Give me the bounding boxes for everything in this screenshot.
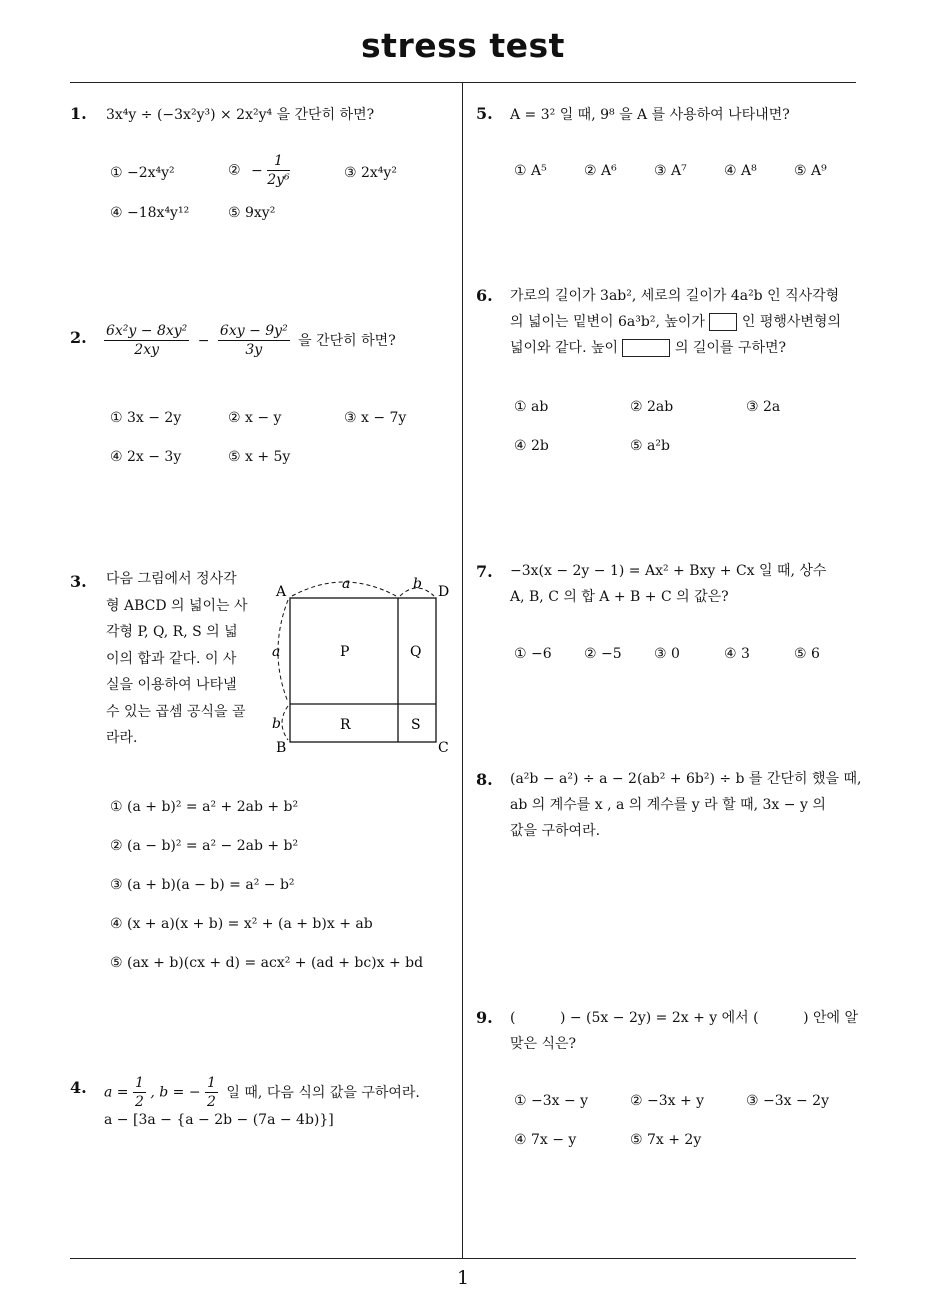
option-4[interactable]: ④ A⁸ [724, 163, 757, 179]
question-number: 3. [70, 572, 87, 591]
stem-line-2: 맞은 식은? [510, 1036, 577, 1052]
fraction-denominator: 2 [207, 1094, 216, 1110]
question-stem [106, 566, 248, 752]
option-2-mark: ② [228, 162, 241, 179]
region-q: Q [410, 644, 422, 660]
a-label: a = [104, 1084, 129, 1101]
b-label: , b = − [150, 1084, 201, 1101]
question-number: 1. [70, 104, 87, 123]
corner-label-d: D [438, 584, 450, 600]
question-stem [104, 322, 396, 359]
fraction-numerator: 1 [267, 152, 289, 171]
option-5[interactable]: ⑤ 9xy² [228, 205, 276, 221]
stem-line-3 [510, 335, 786, 361]
option-5[interactable]: ⑤ A⁹ [794, 163, 827, 179]
fraction-denominator: 2 [134, 1094, 144, 1110]
stem-line-2 [510, 309, 841, 335]
stem-line: 다음 그림에서 정사각 [106, 571, 237, 587]
square-diagram [262, 572, 462, 762]
stem-line-2: ab 의 계수를 x , a 의 계수를 y 라 할 때, 3x − y 의 [510, 797, 826, 813]
option-4[interactable]: ④ 3 [724, 646, 750, 662]
option-2[interactable]: ② −3x + y [630, 1093, 705, 1109]
brace-left-b [282, 706, 288, 740]
fraction-2 [218, 322, 290, 359]
option-1[interactable]: ① −3x − y [514, 1093, 589, 1109]
option-4[interactable]: ④ 2b [514, 438, 549, 454]
question-number: 6. [476, 286, 493, 305]
option-3[interactable]: ③ 0 [654, 646, 680, 662]
stem-line: 형 ABCD 의 넓이는 사 [106, 597, 248, 614]
stem-text: 의 길이를 구하면? [674, 340, 787, 356]
option-2-fraction [267, 152, 289, 189]
option-5[interactable]: ⑤ a²b [630, 438, 670, 454]
option-1[interactable]: ① −6 [514, 646, 552, 662]
stem-tail: 을 간단히 하면? [298, 332, 396, 349]
corner-label-c: C [438, 740, 449, 756]
option-5[interactable]: ⑤ 7x + 2y [630, 1132, 702, 1148]
side-label-left-b: b [272, 716, 281, 732]
stem-text: 인 평행사변형의 [741, 314, 841, 330]
question-number: 9. [476, 1008, 493, 1027]
stem-tail: 일 때, 다음 식의 값을 구하여라. [226, 1084, 420, 1101]
option-5[interactable]: ⑤ (ax + b)(cx + d) = acx² + (ad + bc)x + bd [110, 955, 424, 971]
option-5[interactable]: ⑤ 6 [794, 646, 820, 662]
blank-box [622, 339, 670, 357]
header-rule [70, 82, 856, 83]
option-3[interactable]: ③ 2a [746, 399, 781, 415]
corner-label-a: A [276, 584, 287, 600]
stem-line: 수 있는 곱셈 공식을 골 [106, 703, 246, 720]
question-stem [104, 1074, 420, 1111]
stem-line: 각형 P, Q, R, S 의 넓 [106, 624, 238, 640]
option-2[interactable]: ② (a − b)² = a² − 2ab + b² [110, 838, 299, 854]
question-number: 5. [476, 104, 493, 123]
option-3[interactable]: ③ −3x − 2y [746, 1093, 829, 1109]
question-number: 4. [70, 1078, 87, 1097]
option-2-sign: − [251, 162, 263, 179]
stem-line-1: (a²b − a²) ÷ a − 2(ab² + 6b²) ÷ b 를 간단히 했을 때, [510, 771, 862, 787]
stem-line-2: A, B, C 의 합 A + B + C 의 값은? [510, 589, 729, 605]
option-1[interactable]: ① ab [514, 399, 549, 415]
side-label-top-b: b [413, 576, 422, 592]
fraction-numerator: 6xy − 9y² [219, 323, 288, 339]
corner-label-b: B [276, 740, 287, 756]
stem-line: 실을 이용하여 나타낼 [106, 677, 237, 693]
region-p: P [340, 644, 350, 660]
question-stem: A = 3² 일 때, 9⁸ 을 A 를 사용하여 나타내면? [510, 107, 790, 123]
region-s: S [411, 717, 421, 733]
stem-line: 이의 합과 같다. 이 사 [106, 650, 237, 667]
fraction-numerator: 6x²y − 8xy² [106, 323, 188, 339]
option-2[interactable]: ② −5 [584, 646, 622, 662]
fraction-denominator: 3y [245, 342, 263, 358]
option-1[interactable]: ① A⁵ [514, 163, 547, 179]
fraction-denominator: 2xy [134, 342, 159, 358]
option-2[interactable]: ② A⁶ [584, 163, 617, 179]
side-label-left-a: a [272, 644, 281, 660]
b-fraction [205, 1074, 218, 1111]
option-1[interactable]: ① (a + b)² = a² + 2ab + b² [110, 799, 299, 815]
page-title: stress test [361, 26, 565, 65]
stem-line-1: ( ) − (5x − 2y) = 2x + y 에서 ( ) 안에 알 [510, 1010, 859, 1026]
question-number: 7. [476, 562, 493, 581]
option-2[interactable] [228, 152, 290, 189]
blank-box [709, 313, 737, 331]
stem-text: 넓이와 같다. 높이 [510, 340, 619, 356]
option-4[interactable]: ④ (x + a)(x + b) = x² + (a + b)x + ab [110, 916, 373, 932]
stem-text: 의 넓이는 밑변이 6a³b², 높이가 [510, 314, 705, 330]
stem-line-3: 값을 구하여라. [510, 823, 601, 839]
region-r: R [340, 717, 351, 733]
option-3[interactable]: ③ A⁷ [654, 163, 687, 179]
option-4[interactable]: ④ 2x − 3y [110, 449, 182, 465]
question-number: 8. [476, 770, 493, 789]
option-1[interactable]: ① 3x − 2y [110, 410, 182, 426]
option-3[interactable]: ③ 2x⁴y² [344, 165, 397, 181]
side-label-top-a: a [342, 576, 351, 592]
expression: a − [3a − {a − 2b − (7a − 4b)}] [104, 1112, 334, 1128]
question-stem: 3x⁴y ÷ (−3x²y³) × 2x²y⁴ 을 간단히 하면? [106, 107, 375, 123]
footer-rule [70, 1258, 856, 1259]
option-4[interactable]: ④ −18x⁴y¹² [110, 205, 190, 221]
fraction-denominator: 2y⁶ [267, 172, 290, 188]
column-divider [462, 83, 463, 1259]
fraction-numerator: 1 [134, 1075, 144, 1091]
option-2[interactable]: ② x − y [228, 410, 282, 426]
option-5[interactable]: ⑤ x + 5y [228, 449, 291, 465]
fraction-1 [104, 322, 189, 359]
a-fraction [133, 1074, 146, 1111]
option-3[interactable]: ③ x − 7y [344, 410, 407, 426]
option-4[interactable]: ④ 7x − y [514, 1132, 577, 1148]
page-number: 1 [456, 1267, 470, 1289]
option-2[interactable]: ② 2ab [630, 399, 674, 415]
stem-line: 라라. [106, 730, 138, 746]
option-1[interactable]: ① −2x⁴y² [110, 165, 175, 181]
question-number: 2. [70, 328, 87, 347]
fraction-numerator: 1 [207, 1075, 216, 1091]
stem-line-1: 가로의 길이가 3ab², 세로의 길이가 4a²b 인 직사각형 [510, 288, 840, 304]
option-3[interactable]: ③ (a + b)(a − b) = a² − b² [110, 877, 295, 893]
minus-sign: − [197, 332, 210, 349]
stem-line-1: −3x(x − 2y − 1) = Ax² + Bxy + Cx 일 때, 상수 [510, 563, 827, 579]
